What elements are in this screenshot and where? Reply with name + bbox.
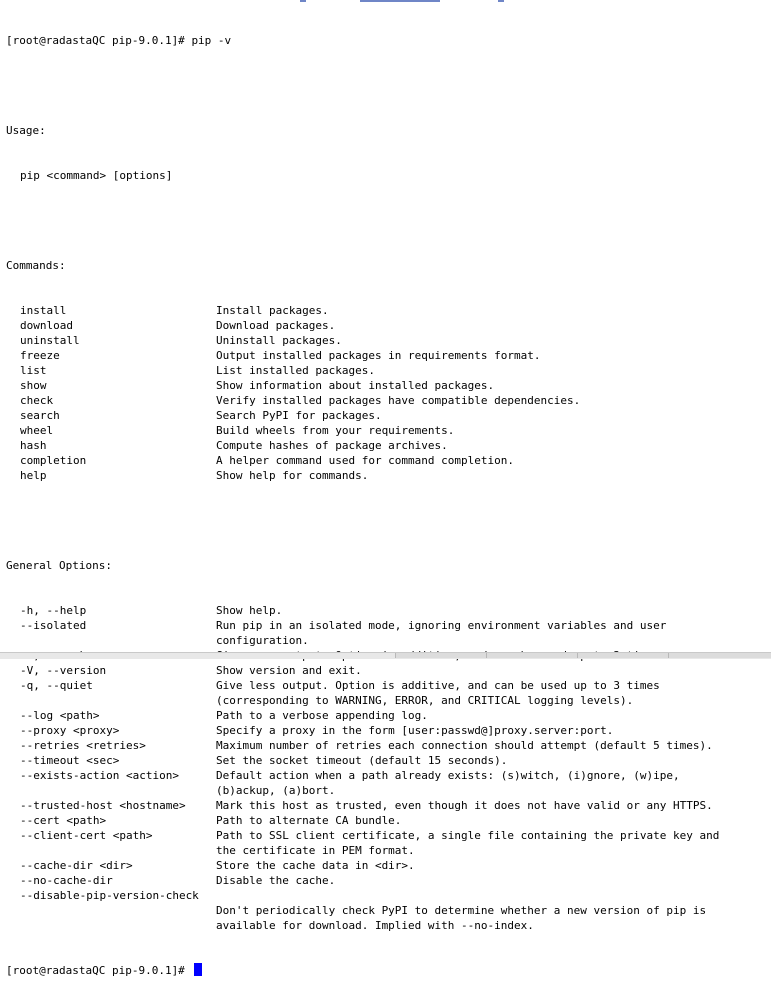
- option-name: --isolated: [20, 619, 87, 632]
- status-bar-segment: [577, 653, 668, 658]
- text-cursor: [194, 963, 202, 976]
- option-row: [6, 783, 766, 798]
- option-row: [6, 813, 766, 828]
- command-description: Show help for commands.: [216, 469, 369, 482]
- command-name: freeze: [20, 349, 60, 362]
- option-row: [6, 828, 766, 843]
- command-row: [6, 378, 766, 393]
- option-row: [6, 723, 766, 738]
- command-row: [6, 318, 766, 333]
- option-description: Maximum number of retries each connection should attempt (default 5 times).: [216, 739, 713, 752]
- status-bar-segment: [395, 653, 486, 658]
- usage-line-row: [6, 168, 766, 183]
- option-row: [6, 693, 766, 708]
- command-description: Uninstall packages.: [216, 334, 342, 347]
- command-name: uninstall: [20, 334, 80, 347]
- command-description: Output installed packages in requirements format.: [216, 349, 541, 362]
- option-name: --proxy <proxy>: [20, 724, 120, 737]
- final-prompt-line[interactable]: [6, 963, 766, 978]
- option-description: configuration.: [216, 634, 309, 647]
- option-description: Default action when a path already exists: (s)witch, (i)gnore, (w)ipe,: [216, 769, 680, 782]
- option-description: Run pip in an isolated mode, ignoring environment variables and user: [216, 619, 667, 632]
- command-description: Install packages.: [216, 304, 329, 317]
- command-name: install: [20, 304, 67, 317]
- usage-header: Usage:: [6, 124, 46, 137]
- option-row: [6, 603, 766, 618]
- command-row: [6, 363, 766, 378]
- command-name: check: [20, 394, 54, 407]
- option-name: --no-cache-dir: [20, 874, 113, 887]
- command-description: Search PyPI for packages.: [216, 409, 382, 422]
- option-description: Show version and exit.: [216, 664, 362, 677]
- option-description: Store the cache data in <dir>.: [216, 859, 415, 872]
- command-description: Show information about installed packages.: [216, 379, 495, 392]
- top-strip-mark: [498, 0, 504, 2]
- option-name: --retries <retries>: [20, 739, 146, 752]
- terminal-output: [6, 3, 766, 1008]
- top-strip-mark: [300, 0, 306, 2]
- commands-header: Commands:: [6, 259, 66, 272]
- command-row: [6, 438, 766, 453]
- command-name: hash: [20, 439, 47, 452]
- option-row: [6, 843, 766, 858]
- option-name: --disable-pip-version-check: [20, 889, 199, 902]
- option-name: --log <path>: [20, 709, 100, 722]
- command-row: [6, 453, 766, 468]
- command-description: Compute hashes of package archives.: [216, 439, 448, 452]
- option-name: -V, --version: [20, 664, 107, 677]
- blank-line: [6, 213, 766, 228]
- command-row: [6, 468, 766, 483]
- option-row: [6, 753, 766, 768]
- command-row: [6, 303, 766, 318]
- command-line: [6, 33, 766, 48]
- option-name: --cache-dir <dir>: [20, 859, 133, 872]
- option-row: [6, 798, 766, 813]
- option-row: [6, 633, 766, 648]
- status-bar-segment: [668, 653, 771, 658]
- command-row: [6, 423, 766, 438]
- command-description: Verify installed packages have compatible dependencies.: [216, 394, 581, 407]
- option-description: (b)ackup, (a)bort.: [216, 784, 336, 797]
- option-description: Disable the cache.: [216, 874, 336, 887]
- option-row: [6, 738, 766, 753]
- status-bar: [0, 652, 771, 659]
- option-description: (corresponding to WARNING, ERROR, and CRITICAL logging levels).: [216, 694, 634, 707]
- option-row: [6, 768, 766, 783]
- option-description: available for download. Implied with --no-index.: [216, 919, 534, 932]
- option-row: [6, 918, 766, 933]
- option-name: --cert <path>: [20, 814, 107, 827]
- option-row: [6, 678, 766, 693]
- options-header: General Options:: [6, 559, 112, 572]
- option-description: Path to a verbose appending log.: [216, 709, 428, 722]
- option-description: Give less output. Option is additive, and can be used up to 3 times: [216, 679, 660, 692]
- command-name: show: [20, 379, 47, 392]
- option-row: [6, 888, 766, 903]
- option-row: [6, 618, 766, 633]
- option-name: --timeout <sec>: [20, 754, 120, 767]
- option-name: --exists-action <action>: [20, 769, 179, 782]
- command-name: help: [20, 469, 47, 482]
- command-name: search: [20, 409, 60, 422]
- command-description: List installed packages.: [216, 364, 375, 377]
- option-description: Mark this host as trusted, even though it does not have valid or any HTTPS.: [216, 799, 713, 812]
- option-description: the certificate in PEM format.: [216, 844, 415, 857]
- command-row: [6, 408, 766, 423]
- option-name: --client-cert <path>: [20, 829, 153, 842]
- option-description: Set the socket timeout (default 15 seconds).: [216, 754, 508, 767]
- command-description: Build wheels from your requirements.: [216, 424, 455, 437]
- option-description: Don't periodically check PyPI to determine whether a new version of pip is: [216, 904, 707, 917]
- status-bar-segment: [486, 653, 577, 658]
- command-row: [6, 393, 766, 408]
- option-row: [6, 663, 766, 678]
- blank-line: [6, 78, 766, 93]
- usage-line: pip <command> [options]: [20, 169, 173, 182]
- option-name: --trusted-host <hostname>: [20, 799, 186, 812]
- option-row: [6, 858, 766, 873]
- commands-list: [6, 303, 766, 483]
- option-row: [6, 903, 766, 918]
- command-name: completion: [20, 454, 87, 467]
- option-description: Show help.: [216, 604, 283, 617]
- command-row: [6, 333, 766, 348]
- shell-prompt: [root@radastaQC pip-9.0.1]#: [6, 34, 192, 47]
- typed-command: pip -v: [191, 34, 232, 47]
- option-description: Path to SSL client certificate, a single file containing the private key and: [216, 829, 720, 842]
- command-name: wheel: [20, 424, 54, 437]
- command-name: list: [20, 364, 47, 377]
- option-row: [6, 708, 766, 723]
- command-row: [6, 348, 766, 363]
- option-description: Specify a proxy in the form [user:passwd@]proxy.server:port.: [216, 724, 614, 737]
- option-description: Path to alternate CA bundle.: [216, 814, 402, 827]
- option-name: -h, --help: [20, 604, 87, 617]
- option-row: [6, 873, 766, 888]
- option-name: -q, --quiet: [20, 679, 93, 692]
- blank-line: [6, 513, 766, 528]
- top-strip-mark: [360, 0, 440, 2]
- command-description: A helper command used for command completion.: [216, 454, 515, 467]
- command-name: download: [20, 319, 73, 332]
- shell-prompt: [root@radastaQC pip-9.0.1]#: [6, 964, 192, 977]
- command-description: Download packages.: [216, 319, 336, 332]
